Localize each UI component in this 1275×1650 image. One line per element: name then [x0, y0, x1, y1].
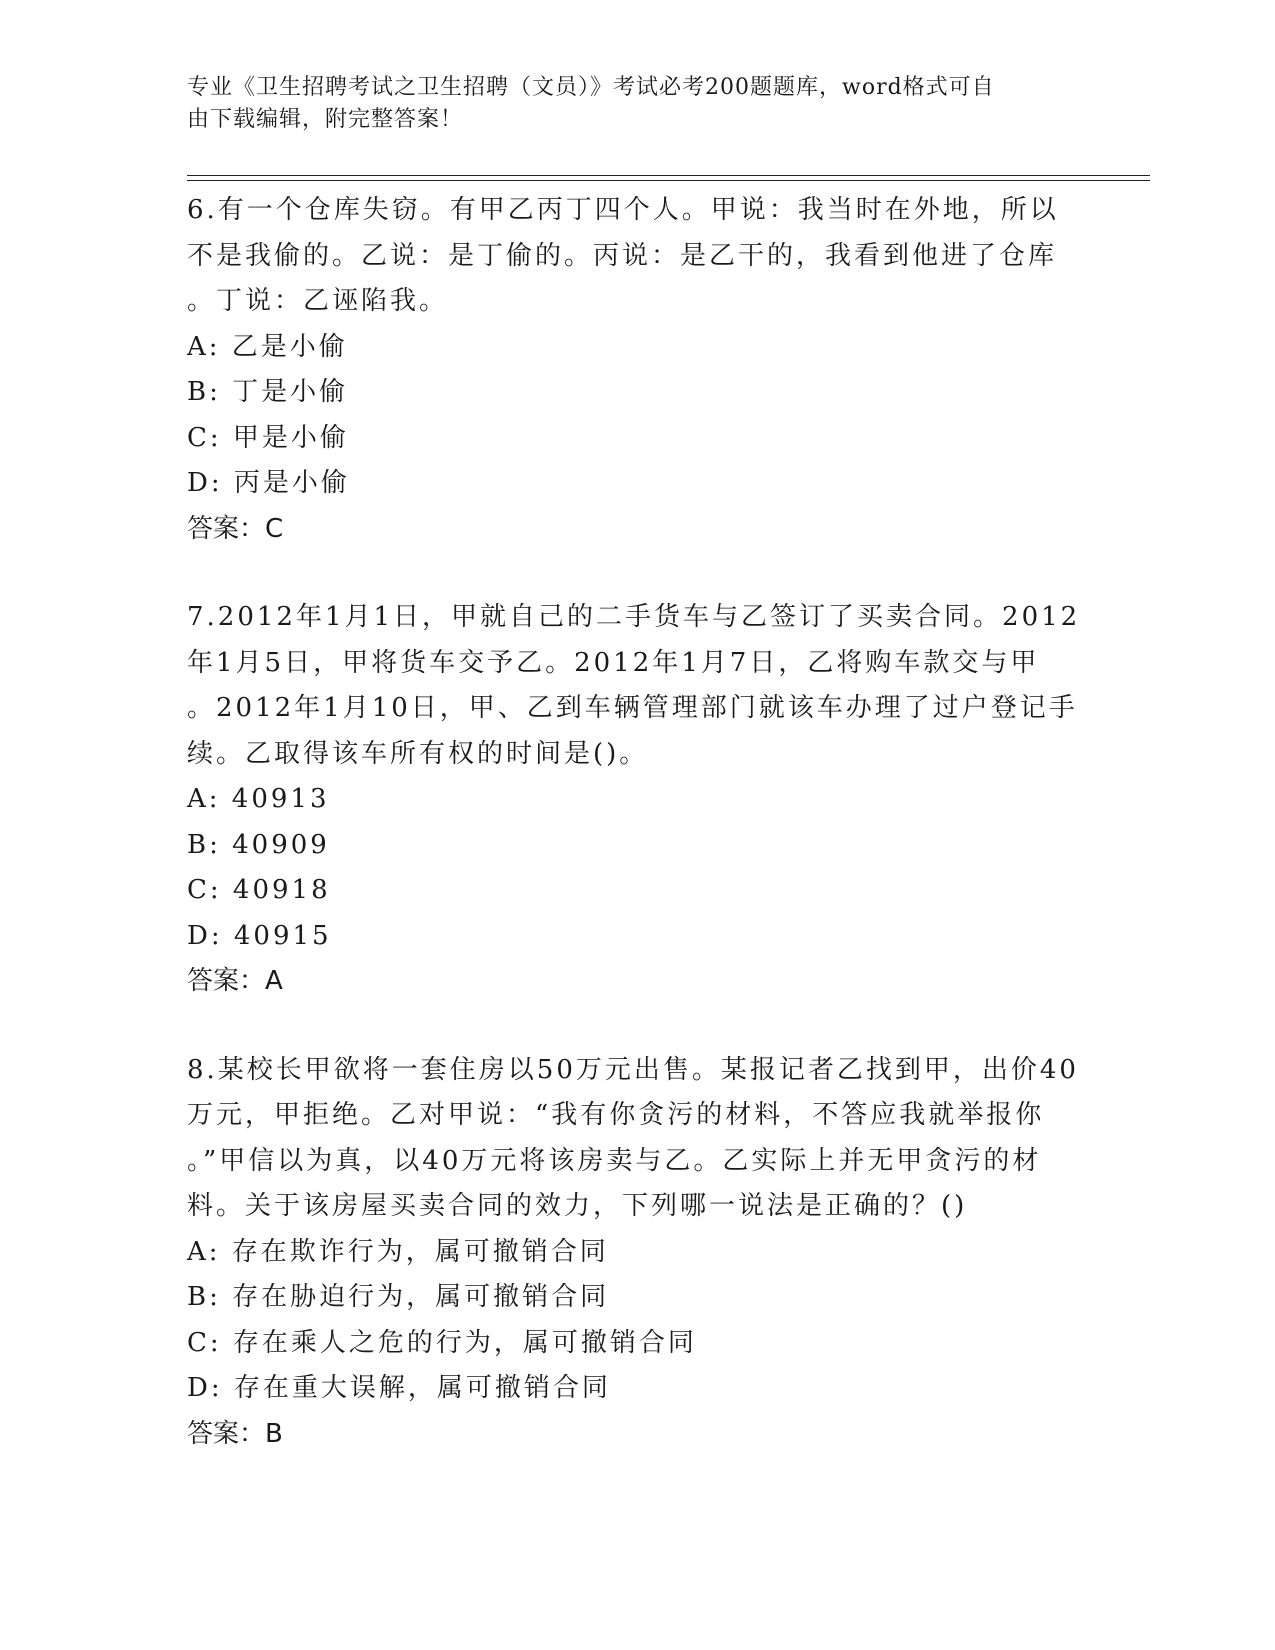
stem-line: 。丁说：乙诬陷我。	[187, 286, 449, 316]
stem-line: 万元，甲拒绝。乙对甲说：“我有你贪污的材料，不答应我就举报你	[187, 1100, 1045, 1130]
stem-line: 续。乙取得该车所有权的时间是()。	[187, 738, 649, 769]
question-list	[187, 188, 1087, 1500]
option-c: C: 存在乘人之危的行为，属可撤销合同	[187, 1327, 697, 1358]
option-c: C: 甲是小偷	[187, 422, 349, 453]
header-divider-top	[187, 175, 1150, 176]
option-d: D: 存在重大误解，属可撤销合同	[187, 1373, 611, 1403]
header-line-1: 专业《卫生招聘考试之卫生招聘（文员）》考试必考200题题库，word格式可自	[187, 75, 995, 100]
option-a: A: 存在欺诈行为，属可撤销合同	[187, 1236, 609, 1267]
stem-line: 不是我偷的。乙说：是丁偷的。丙说：是乙干的，我看到他进了仓库	[187, 240, 1058, 271]
stem-line: 。2012年1月10日，甲、乙到车辆管理部门就该车办理了过户登记手	[187, 693, 1078, 723]
answer-line: 答案：C	[187, 513, 284, 544]
question-item	[187, 595, 1087, 1005]
stem-line: 8.某校长甲欲将一套住房以50万元出售。某报记者乙找到甲，出价40	[187, 1054, 1079, 1085]
stem-line: 。”甲信以为真，以40万元将该房卖与乙。乙实际上并无甲贪污的材	[187, 1145, 1042, 1176]
header-divider-bottom	[187, 180, 1150, 181]
stem-line: 年1月5日，甲将货车交予乙。2012年1月7日，乙将购车款交与甲	[187, 647, 1040, 678]
option-d: D: 丙是小偷	[187, 468, 350, 498]
question-stem	[187, 188, 1087, 325]
option-a: A: 40913	[187, 784, 330, 814]
option-b: B: 丁是小偷	[187, 377, 349, 407]
question-item	[187, 1048, 1087, 1458]
document-header	[187, 72, 1067, 136]
option-b: B: 40909	[187, 829, 330, 860]
stem-line: 7.2012年1月1日，甲就自己的二手货车与乙签订了买卖合同。2012	[187, 602, 1081, 632]
stem-line: 料。关于该房屋买卖合同的效力，下列哪一说法是正确的？()	[187, 1191, 968, 1221]
option-a: A: 乙是小偷	[187, 331, 348, 362]
question-stem	[187, 595, 1087, 777]
option-b: B: 存在胁迫行为，属可撤销合同	[187, 1282, 610, 1312]
stem-line: 6.有一个仓库失窃。有甲乙丙丁四个人。甲说：我当时在外地，所以	[187, 195, 1059, 225]
answer-line: 答案：A	[187, 966, 283, 996]
question-stem	[187, 1048, 1087, 1230]
header-line-2: 由下载编辑，附完整答案！	[187, 107, 464, 132]
option-c: C: 40918	[187, 875, 331, 905]
question-item	[187, 188, 1087, 552]
answer-line: 答案：B	[187, 1418, 283, 1449]
option-d: D: 40915	[187, 920, 332, 951]
